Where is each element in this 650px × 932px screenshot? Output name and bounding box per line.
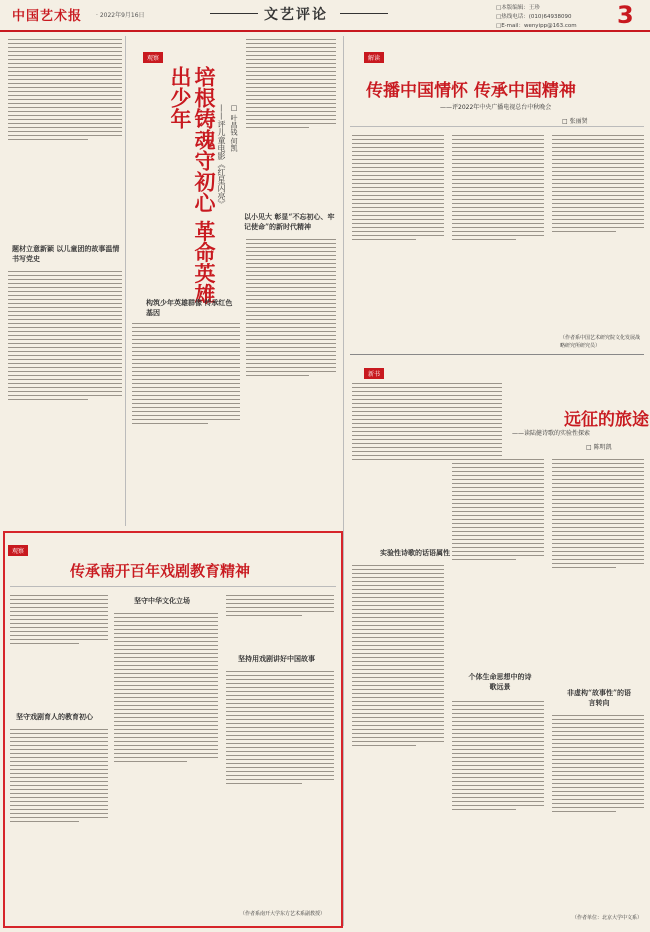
section-title: 文艺评论 (264, 7, 328, 23)
framed-subhead-left: 坚守戏剧育人的教育初心 (16, 712, 93, 721)
email-line: □E-mail：wenyipp@163.com (496, 23, 577, 29)
right-top-col-1 (352, 132, 444, 346)
right-mid-subhead-2: 个体生命思想中的诗歌远景 (468, 672, 532, 691)
framed-subhead-mid-2: 坚持用戏剧讲好中国故事 (238, 654, 315, 663)
center-author: □ 叶昌钱 何凯 (230, 104, 238, 152)
right-top-col-3 (552, 132, 644, 332)
right-mid-author: □ 陈明凯 (586, 444, 612, 451)
center-body-text-3 (132, 320, 240, 526)
center-body-text-1 (246, 36, 336, 216)
newspaper-logo: 中国艺术报 (12, 9, 83, 24)
right-mid-subhead-1: 实验性诗歌的话语属性 (380, 548, 450, 557)
left-subhead: 题材立意新颖 以儿童团的故事温情书写党史 (12, 244, 120, 263)
right-mid-byline: ——读陆健诗歌的实验性探索 (512, 430, 591, 437)
right-top-byline: ——评2022年中央广播电视总台中秋晚会 (440, 104, 552, 111)
right-mid-author-note: （作者单位：北京大学中文系） (572, 915, 643, 921)
issue-date: · 2022年9月16日 (96, 12, 145, 19)
column-tag: 观察 (143, 52, 163, 63)
main-divider (343, 36, 344, 926)
right-mid-col-1 (352, 562, 444, 926)
center-subhead-2: 以小见大 彰显“不忘初心、牢记使命”的新时代精神 (244, 212, 335, 231)
right-top-rule (350, 126, 644, 127)
framed-col-1a (10, 592, 108, 706)
column-tag-frame: 观察 (8, 545, 28, 556)
right-mid-col-3a (552, 456, 644, 682)
right-top-author: □ 张丽贤 (562, 118, 588, 125)
right-top-col-2 (452, 132, 544, 346)
framed-col-2 (114, 610, 218, 922)
editor-line: □本版编辑：王珍 (496, 5, 540, 11)
right-section-rule (350, 354, 644, 355)
framed-rule (10, 586, 336, 587)
right-mid-col-3b (552, 712, 644, 912)
center-headline: 培根铸魂守初心 革命英雄出少年 (168, 66, 217, 305)
column-tag-right: 解读 (364, 52, 384, 63)
framed-headline: 传承南开百年戏剧教育精神 (70, 562, 251, 580)
right-top-headline: 传播中国情怀 传承中国精神 (366, 81, 576, 101)
section-rule-right (340, 13, 388, 14)
editor-info (496, 4, 577, 31)
center-body-text-2 (246, 236, 336, 526)
framed-subhead-mid-1: 坚守中华文化立场 (134, 596, 190, 605)
framed-col-1b (10, 726, 108, 922)
phone-line: □热线电话：(010)64938090 (496, 14, 572, 20)
right-top-author-note: （作者系中国艺术研究院文化发展战略研究所研究员） (560, 335, 641, 349)
column-divider (125, 36, 126, 526)
framed-author-note: （作者系南开大学东方艺术系副教授） (240, 911, 326, 917)
framed-col-3b (226, 668, 334, 904)
column-tag-book: 新书 (364, 368, 384, 379)
framed-col-3a (226, 592, 334, 646)
page-number: 3 (617, 1, 634, 29)
right-mid-headline: 远征的旅途 (564, 410, 649, 430)
right-mid-col-2a (452, 456, 544, 668)
left-body-text-1 (8, 36, 122, 238)
left-body-text-2 (8, 268, 122, 526)
right-mid-subhead-3: 非虚构“故事性”的语言转向 (566, 688, 632, 707)
center-subhead-1: 构筑少年英雄群像 传承红色基因 (146, 298, 233, 317)
right-mid-col-2b (452, 698, 544, 926)
center-byline: ——评儿童电影《红星闪亮》 (217, 104, 226, 208)
section-rule-left (210, 13, 258, 14)
